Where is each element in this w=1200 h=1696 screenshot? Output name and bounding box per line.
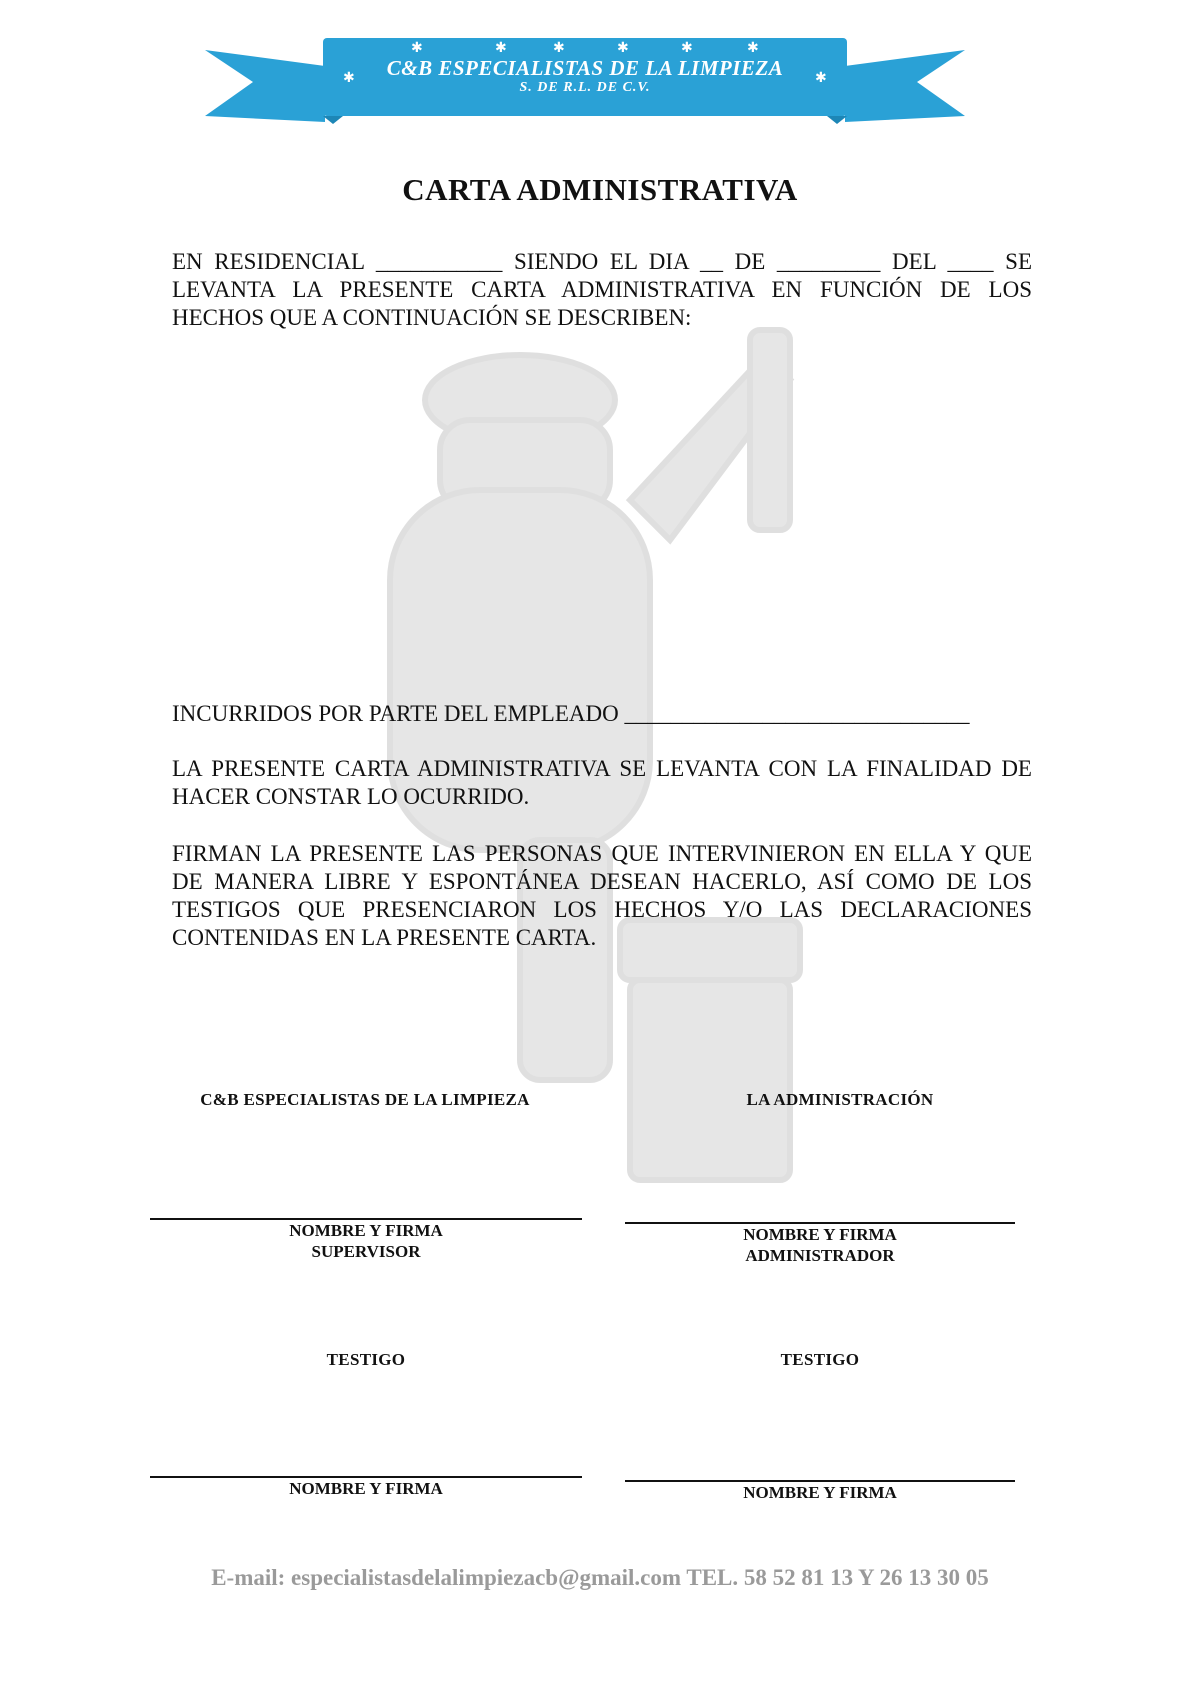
svg-text:✱: ✱ [815, 70, 827, 86]
svg-text:✱: ✱ [495, 40, 507, 56]
administrator-caption [625, 1224, 1015, 1266]
document-title: CARTA ADMINISTRATIVA [402, 172, 798, 207]
witness-right-caption: NOMBRE Y FIRMA [743, 1483, 897, 1502]
administrator-caption-line2: ADMINISTRADOR [745, 1246, 895, 1265]
signatories-paragraph: FIRMAN LA PRESENTE LAS PERSONAS QUE INTERVINIERON EN ELLA Y QUE DE MANERA LIBRE Y ESPONTÁNEA DESEAN HACERLO, ASÍ COMO DE LOS TESTIGOS QUE PRESENCIARON LOS HECHOS Y/O LAS DECLARACIONES CONTENIDAS EN LA PRESENTE CARTA. [172, 841, 1032, 950]
company-name: C&B ESPECIALISTAS DE LA LIMPIEZA [386, 56, 784, 80]
supervisor-caption-line1: NOMBRE Y FIRMA [289, 1221, 443, 1240]
employee-paragraph: INCURRIDOS POR PARTE DEL EMPLEADO ______________________________ [172, 701, 970, 726]
witness-left-caption: NOMBRE Y FIRMA [289, 1479, 443, 1498]
supervisor-caption [150, 1220, 582, 1262]
purpose-paragraph: LA PRESENTE CARTA ADMINISTRATIVA SE LEVANTA CON LA FINALIDAD DE HACER CONSTAR LO OCURRIDO. [172, 756, 1032, 809]
svg-text:✱: ✱ [617, 40, 629, 56]
administration-signature-heading: LA ADMINISTRACIÓN [746, 1090, 934, 1109]
witness-right-heading: TESTIGO [780, 1350, 860, 1369]
svg-text:✱: ✱ [411, 40, 423, 56]
administrator-caption-line1: NOMBRE Y FIRMA [743, 1225, 897, 1244]
svg-text:✱: ✱ [747, 40, 759, 56]
witness-left-heading: TESTIGO [326, 1350, 406, 1369]
supervisor-caption-line2: SUPERVISOR [311, 1242, 421, 1261]
company-banner [205, 36, 965, 128]
svg-text:✱: ✱ [343, 70, 355, 86]
opening-paragraph: EN RESIDENCIAL ___________ SIENDO EL DIA __ DE _________ DEL ____ SE LEVANTA LA PRESENTE CARTA ADMINISTRATIVA EN FUNCIÓN DE LOS HECHOS QUE A CONTINUACIÓN SE DESCRIBEN: [172, 249, 1032, 330]
footer-contact: E-mail: especialistasdelalimpiezacb@gmail.com TEL. 58 52 81 13 Y 26 13 30 05 [211, 1565, 989, 1590]
svg-text:✱: ✱ [681, 40, 693, 56]
company-signature-heading: C&B ESPECIALISTAS DE LA LIMPIEZA [200, 1090, 530, 1109]
company-suffix: S. DE R.L. DE C.V. [519, 80, 651, 95]
svg-text:✱: ✱ [553, 40, 565, 56]
